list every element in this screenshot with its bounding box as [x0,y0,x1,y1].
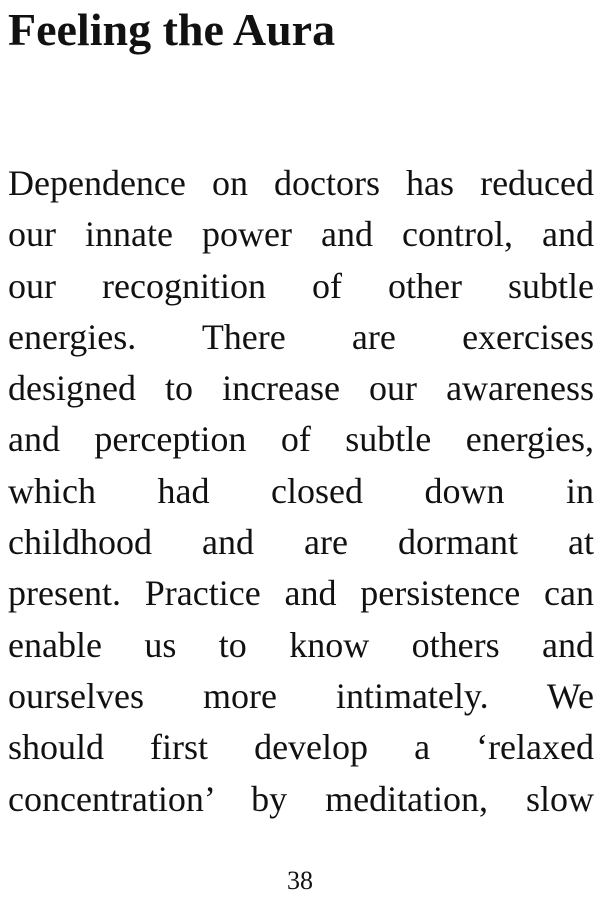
text-line: ourselves more intimately. We [8,675,594,716]
text-line: and perception of subtle energies, [8,419,594,460]
text-line: designed to increase our awareness [8,368,594,409]
text-line: our recognition of other subtle [8,265,594,306]
text-line: energies. There are exercises [8,316,594,357]
text-line: Dependence on doctors has reduced [8,163,594,203]
text-line: should first develop a ‘relaxed [8,727,594,768]
text-line: concentration’ by meditation, slow [8,778,594,819]
page-number: 38 [287,866,313,895]
body-paragraph [8,158,594,825]
text-line: our innate power and control, and [8,214,594,255]
chapter-title: Feeling the Aura [8,4,336,55]
text-line: present. Practice and persistence can [8,573,594,614]
text-line: childhood and are dormant at [8,522,594,563]
text-line: which had closed down in [8,470,594,511]
text-line: enable us to know others and [8,624,594,665]
